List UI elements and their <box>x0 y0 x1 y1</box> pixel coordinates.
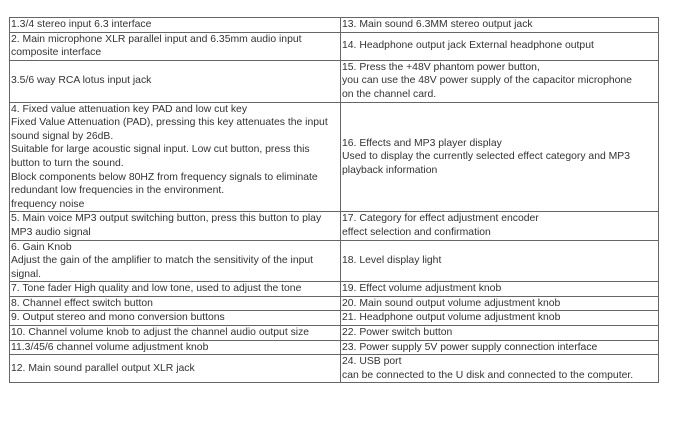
cell-text-line: 12. Main sound parallel output XLR jack <box>11 363 195 375</box>
cell-text-line: 4. Fixed value attenuation key PAD and low cut key <box>11 103 248 115</box>
cell-text-line: 18. Level display light <box>342 255 442 267</box>
cell-text-line: 10. Channel volume knob to adjust the channel audio output size <box>11 327 310 339</box>
cell-text-line: 21. Headphone output volume adjustment knob <box>342 312 561 324</box>
cell-text-line: effect selection and confirmation <box>342 226 491 238</box>
table-cell-left <box>10 32 341 60</box>
table-cell-left <box>10 18 341 33</box>
table-cell-left <box>10 311 341 326</box>
table-row <box>10 102 659 212</box>
cell-text-line: 23. Power supply 5V power supply connection interface <box>342 341 598 353</box>
cell-text-line: 16. Effects and MP3 player display <box>342 137 502 149</box>
table-row <box>10 212 659 240</box>
cell-text-line: 15. Press the +48V phantom power button, <box>342 61 540 73</box>
table-row <box>10 296 659 311</box>
cell-text-line: frequency noise <box>11 198 85 210</box>
table-cell-right <box>341 282 659 297</box>
table-cell-right <box>341 212 659 240</box>
cell-text-line: 20. Main sound output volume adjustment knob <box>342 297 561 309</box>
cell-text-line: Used to display the currently selected effect category and MP3 <box>342 151 631 163</box>
cell-text-line: 22. Power switch button <box>342 327 453 339</box>
table-row <box>10 326 659 341</box>
cell-text-line: 5. Main voice MP3 output switching button, press this button to play <box>11 213 322 225</box>
table-cell-left <box>10 326 341 341</box>
table-row <box>10 355 659 383</box>
cell-text-line: Block components below 80HZ from frequency signals to eliminate <box>11 171 318 183</box>
cell-text-line: Adjust the gain of the amplifier to match the sensitivity of the input <box>11 255 314 267</box>
cell-text-line: signal. <box>11 268 42 280</box>
table-cell-right <box>341 32 659 60</box>
table-cell-left <box>10 212 341 240</box>
table-cell-left <box>10 60 341 102</box>
cell-text-line: 1.3/4 stereo input 6.3 interface <box>11 19 152 30</box>
table-cell-right <box>341 240 659 282</box>
cell-text-line: Suitable for large acoustic signal input. Low cut button, press this <box>11 144 310 156</box>
table-row <box>10 311 659 326</box>
cell-text-line: 6. Gain Knob <box>11 241 72 253</box>
cell-text-line: 7. Tone fader High quality and low tone, used to adjust the tone <box>11 283 302 295</box>
table-row <box>10 340 659 355</box>
cell-text-line: 13. Main sound 6.3MM stereo output jack <box>342 19 533 30</box>
table-cell-right <box>341 18 659 33</box>
spec-table-body <box>10 18 659 383</box>
cell-text-line: MP3 audio signal <box>11 226 91 238</box>
table-cell-right <box>341 355 659 383</box>
table-cell-left <box>10 240 341 282</box>
table-cell-left <box>10 282 341 297</box>
cell-text-line: 8. Channel effect switch button <box>11 297 153 309</box>
cell-text-line: 17. Category for effect adjustment encoder <box>342 213 539 225</box>
table-cell-left <box>10 102 341 212</box>
table-cell-left <box>10 296 341 311</box>
table-cell-right <box>341 296 659 311</box>
cell-text-line: can be connected to the U disk and connected to the computer. <box>342 369 634 381</box>
table-cell-right <box>341 326 659 341</box>
cell-text-line: on the channel card. <box>342 88 437 100</box>
table-cell-right <box>341 311 659 326</box>
cell-text-line: 3.5/6 way RCA lotus input jack <box>11 75 152 87</box>
cell-text-line: 9. Output stereo and mono conversion buttons <box>11 312 225 324</box>
table-row <box>10 282 659 297</box>
cell-text-line: 2. Main microphone XLR parallel input and 6.35mm audio input <box>11 33 302 45</box>
table-row <box>10 240 659 282</box>
cell-text-line: composite interface <box>11 47 102 59</box>
table-cell-right <box>341 102 659 212</box>
table-row <box>10 32 659 60</box>
spec-table <box>9 17 659 383</box>
table-row <box>10 60 659 102</box>
cell-text-line: playback information <box>342 164 438 176</box>
table-cell-right <box>341 60 659 102</box>
cell-text-line: button to turn the sound. <box>11 157 124 169</box>
cell-text-line: 11.3/45/6 channel volume adjustment knob <box>11 341 209 353</box>
cell-text-line: you can use the 48V power supply of the capacitor microphone <box>342 75 632 87</box>
cell-text-line: 24. USB port <box>342 356 402 368</box>
cell-text-line: redundant low frequencies in the environment. <box>11 185 225 197</box>
cell-text-line: sound signal by 26dB. <box>11 130 114 142</box>
cell-text-line: Fixed Value Attenuation (PAD), pressing this key attenuates the input <box>11 117 328 129</box>
table-cell-left <box>10 355 341 383</box>
cell-text-line: 19. Effect volume adjustment knob <box>342 283 502 295</box>
table-cell-left <box>10 340 341 355</box>
table-cell-right <box>341 340 659 355</box>
table-row <box>10 18 659 33</box>
cell-text-line: 14. Headphone output jack External headphone output <box>342 40 594 52</box>
